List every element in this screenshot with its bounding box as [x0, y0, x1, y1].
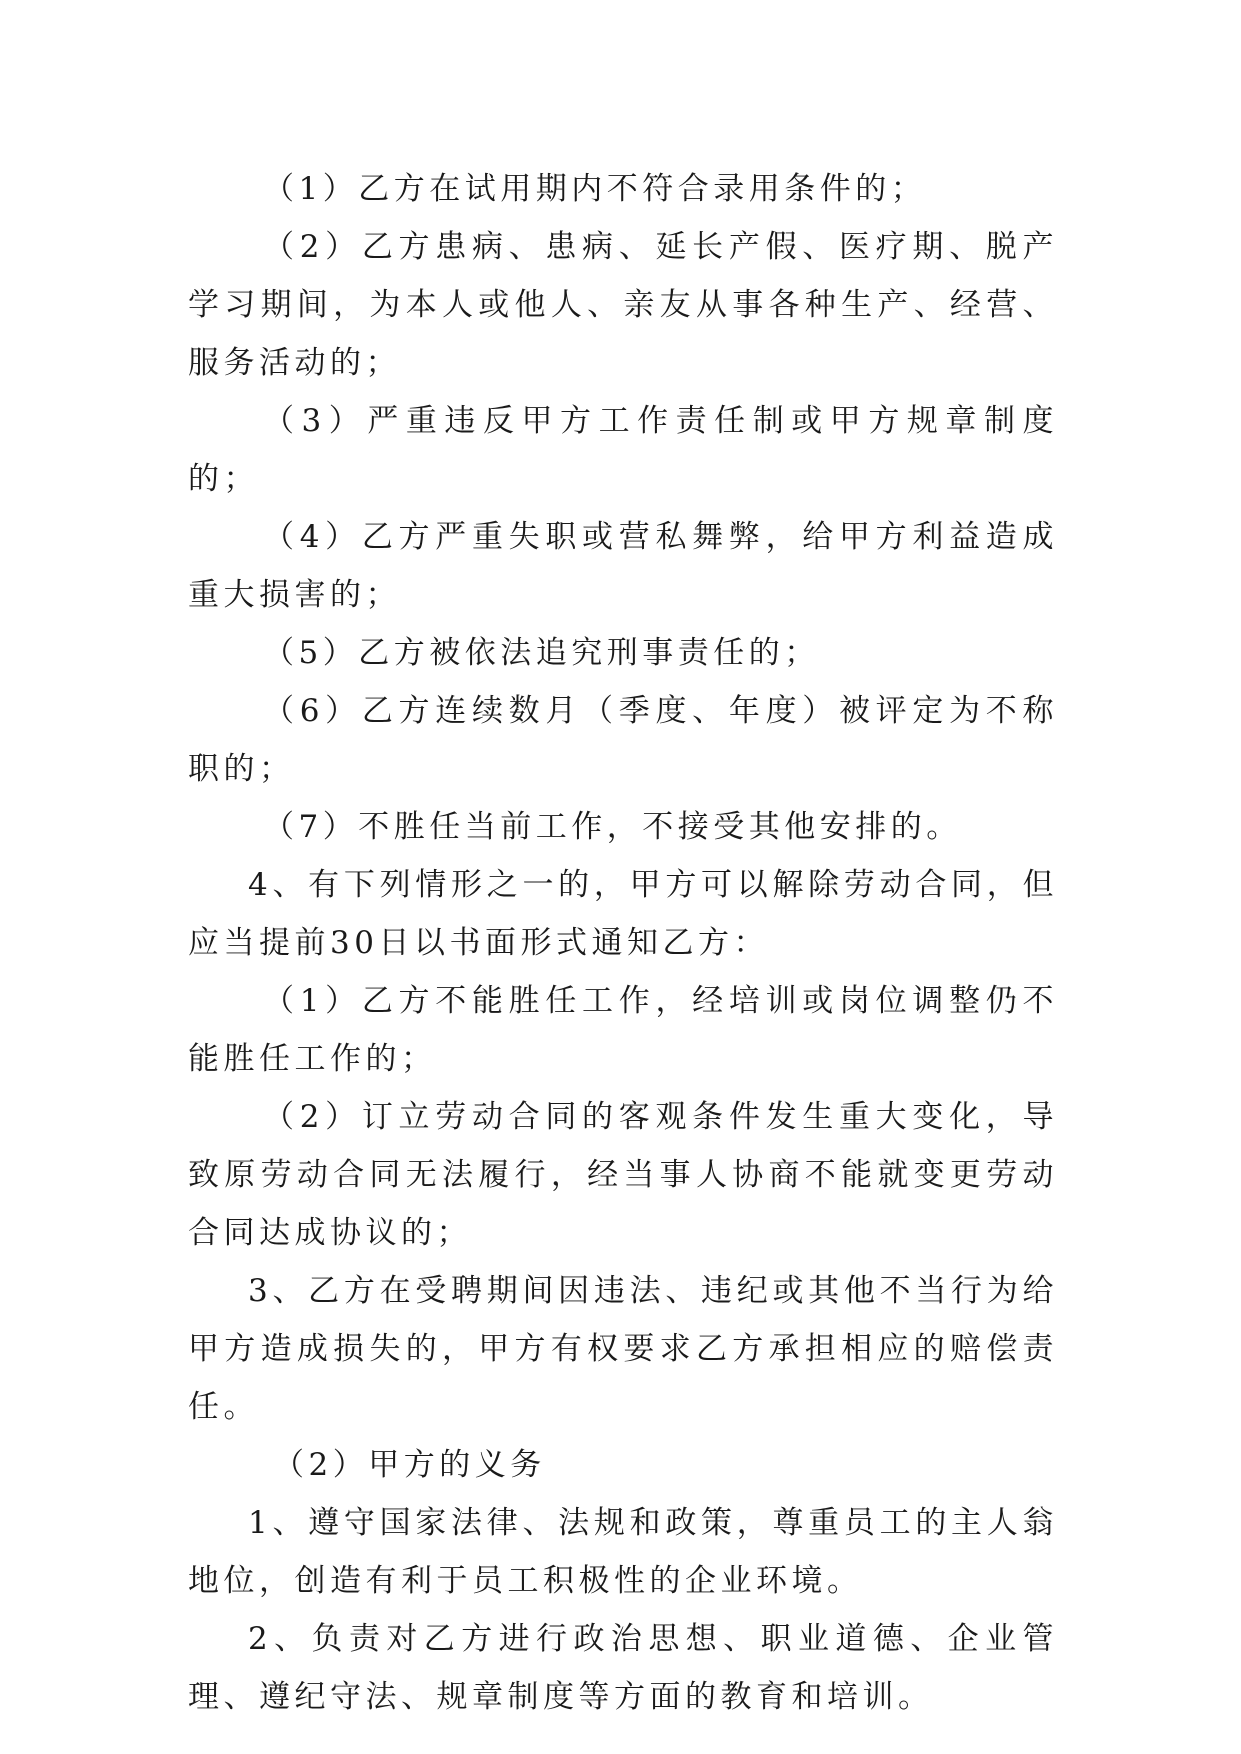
numbered-paragraph: 3、乙方在受聘期间因违法、违纪或其他不当行为给甲方造成损失的，甲方有权要求乙方承担相应的赔偿责任。 — [188, 1273, 1058, 1425]
clause-paragraph: （7）不胜任当前工作，不接受其他安排的。 — [263, 809, 962, 845]
clause-paragraph: （2）订立劳动合同的客观条件发生重大变化，导致原劳动合同无法履行，经当事人协商不能就变更劳动合同达成协议的； — [188, 1099, 1058, 1251]
document-body — [188, 160, 1058, 1726]
numbered-paragraph: 4、有下列情形之一的，甲方可以解除劳动合同，但应当提前30日以书面形式通知乙方： — [188, 867, 1058, 961]
section-heading: （2）甲方的义务 — [273, 1447, 546, 1483]
clause-paragraph: （2）乙方患病、患病、延长产假、医疗期、脱产学习期间，为本人或他人、亲友从事各种生产、经营、服务活动的； — [188, 229, 1058, 381]
clause-paragraph: （3）严重违反甲方工作责任制或甲方规章制度的； — [188, 403, 1058, 497]
clause-paragraph: （1）乙方不能胜任工作，经培训或岗位调整仍不能胜任工作的； — [188, 983, 1058, 1077]
numbered-paragraph: 2、负责对乙方进行政治思想、职业道德、企业管理、遵纪守法、规章制度等方面的教育和培训。 — [188, 1621, 1058, 1715]
clause-paragraph: （5）乙方被依法追究刑事责任的； — [263, 635, 820, 671]
numbered-paragraph: 1、遵守国家法律、法规和政策，尊重员工的主人翁地位，创造有利于员工积极性的企业环境。 — [188, 1505, 1058, 1599]
clause-paragraph: （6）乙方连续数月（季度、年度）被评定为不称职的； — [188, 693, 1058, 787]
clause-paragraph: （1）乙方在试用期内不符合录用条件的； — [263, 171, 927, 207]
clause-paragraph: （4）乙方严重失职或营私舞弊，给甲方利益造成重大损害的； — [188, 519, 1058, 613]
